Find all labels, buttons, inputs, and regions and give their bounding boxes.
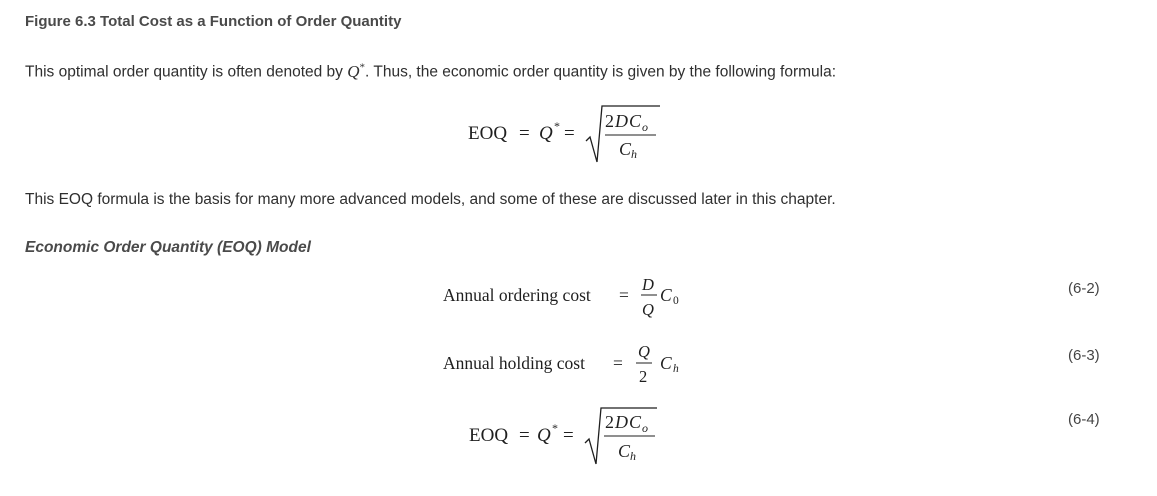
intro-text-after: . Thus, the economic order quantity is given by the following formula: <box>365 63 837 81</box>
eoq-q: Q <box>539 123 553 144</box>
eq4-denominator-c: C <box>618 441 631 461</box>
eq2-denominator: Q <box>642 300 654 319</box>
eq3-numerator: Q <box>638 342 650 361</box>
eoq-denominator-c: C <box>619 139 632 159</box>
eoq-denominator-subscript: h <box>631 147 637 161</box>
eoq-equals: = <box>519 123 530 144</box>
eoq-star: * <box>554 119 560 133</box>
eq4-numerator-c: C <box>629 412 642 432</box>
section-heading: Economic Order Quantity (EOQ) Model <box>25 239 311 256</box>
annual-holding-cost-equation <box>442 340 692 390</box>
eoq-numerator-c: C <box>629 111 642 131</box>
eq2-label: Annual ordering cost <box>443 285 591 305</box>
intro-paragraph <box>25 61 836 82</box>
intro-text-before: This optimal order quantity is often denoted by <box>25 63 348 81</box>
eq4-denominator-subscript: h <box>630 449 636 463</box>
eq3-label: Annual holding cost <box>443 353 585 373</box>
eq4-numerator-d: D <box>615 412 628 432</box>
figure-title: Figure 6.3 Total Cost as a Function of Order Quantity <box>25 13 402 30</box>
equation-number-6-4: (6-4) <box>1068 411 1100 428</box>
eq4-equals-2: = <box>563 425 574 446</box>
eq4-equals: = <box>519 425 530 446</box>
eoq-equation-6-4 <box>467 405 667 467</box>
eq2-numerator: D <box>642 275 654 294</box>
eq3-coefficient: C <box>660 353 672 373</box>
equation-number-6-3: (6-3) <box>1068 347 1100 364</box>
eoq-numerator-d: D <box>615 111 628 131</box>
eoq-numerator-subscript: o <box>642 120 648 134</box>
eq2-equals: = <box>619 285 629 305</box>
eq2-coefficient: C <box>660 285 672 305</box>
eq3-coefficient-subscript: h <box>673 363 679 375</box>
eoq-formula <box>466 104 666 166</box>
eq4-q: Q <box>537 425 551 446</box>
eoq-basis-paragraph: This EOQ formula is the basis for many more advanced models, and some of these are discussed later in this chapter. <box>25 191 836 208</box>
eq4-numerator-subscript: o <box>642 421 648 435</box>
eq2-coefficient-subscript: 0 <box>673 295 679 307</box>
eoq-lhs: EOQ <box>468 123 508 144</box>
eq3-denominator: 2 <box>639 367 648 386</box>
q-star-symbol: Q* <box>347 61 366 81</box>
eq4-numerator-coefficient: 2 <box>605 412 614 432</box>
eq4-star: * <box>552 421 558 435</box>
equation-number-6-2: (6-2) <box>1068 280 1100 297</box>
eoq-numerator-coefficient: 2 <box>605 111 614 131</box>
eoq-equals-2: = <box>564 123 575 144</box>
eq4-lhs: EOQ <box>469 425 509 446</box>
eq3-equals: = <box>613 353 623 373</box>
annual-ordering-cost-equation <box>442 272 692 322</box>
